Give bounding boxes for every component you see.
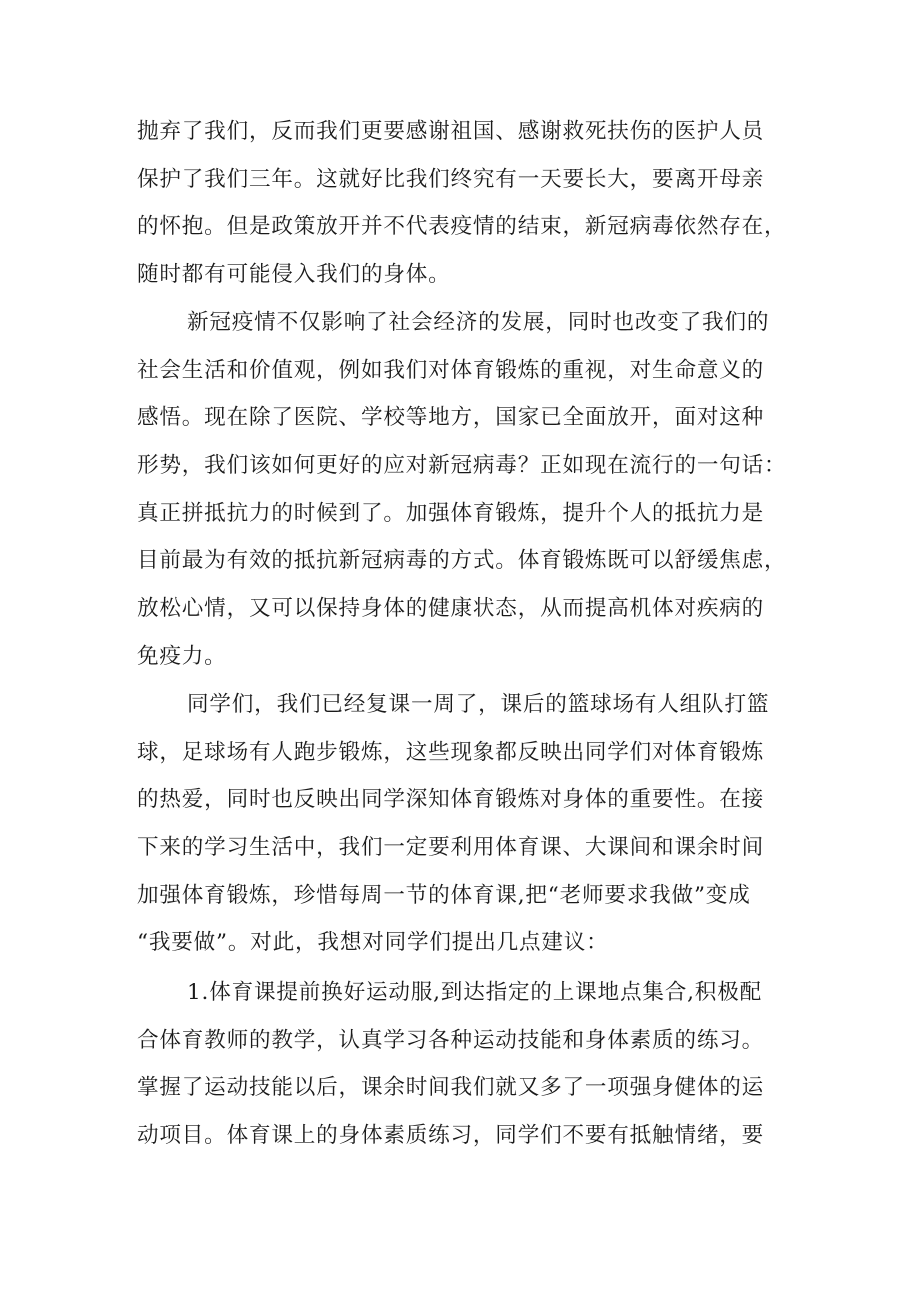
text-line: 保护了我们三年。这就好比我们终究有一天要长大，要离开母亲	[137, 166, 765, 192]
paragraph-3	[137, 681, 797, 967]
text-line: 1.体育课提前换好运动服,到达指定的上课地点集合,积极配	[187, 980, 762, 1005]
paragraph-4	[137, 969, 797, 1160]
text-line: 合体育教师的教学，认真学习各种运动技能和身体素质的练习。	[137, 1027, 765, 1053]
text-line: 目前最为有效的抵抗新冠病毒的方式。体育锻炼既可以舒缓焦虑，	[137, 548, 787, 574]
text-line: 新冠疫情不仅影响了社会经济的发展，同时也改变了我们的	[187, 310, 770, 335]
text-line: 球，足球场有人跑步锻炼，这些现象都反映出同学们对体育锻炼	[137, 739, 765, 765]
text-line: 的热爱，同时也反映出同学深知体育锻炼对身体的重要性。在接	[137, 787, 765, 813]
text-line: 放松心情，又可以保持身体的健康状态，从而提高机体对疾病的	[137, 596, 765, 622]
text-line: 的怀抱。但是政策放开并不代表疫情的结束，新冠病毒依然存在，	[137, 214, 787, 240]
text-line: 随时都有可能侵入我们的身体。	[137, 262, 451, 288]
text-line: 免疫力。	[137, 643, 227, 669]
text-line: 社会生活和价值观，例如我们对体育锻炼的重视，对生命意义的	[137, 357, 765, 383]
text-line: 下来的学习生活中，我们一定要利用体育课、大课间和课余时间	[137, 835, 765, 861]
paragraph-2	[137, 299, 797, 681]
text-line: 形势，我们该如何更好的应对新冠病毒？正如现在流行的一句话：	[137, 453, 787, 479]
text-line: 动项目。体育课上的身体素质练习，同学们不要有抵触情绪，要	[137, 1123, 765, 1149]
paragraph-1	[137, 108, 797, 299]
text-line: 真正拼抵抗力的时候到了。加强体育锻炼，提升个人的抵抗力是	[137, 500, 765, 526]
text-line: 掌握了运动技能以后，课余时间我们就又多了一项强身健体的运	[137, 1075, 765, 1101]
text-line: 抛弃了我们，反而我们更要感谢祖国、感谢救死扶伤的医护人员	[137, 119, 765, 144]
text-line: “我要做”。对此，我想对同学们提出几点建议：	[137, 930, 609, 956]
text-line: 同学们，我们已经复课一周了，课后的篮球场有人组队打篮	[187, 692, 770, 717]
text-line: 感悟。现在除了医院、学校等地方，国家已全面放开，面对这种	[137, 405, 765, 431]
text-line: 加强体育锻炼，珍惜每周一节的体育课,把“老师要求我做”变成	[137, 882, 751, 908]
